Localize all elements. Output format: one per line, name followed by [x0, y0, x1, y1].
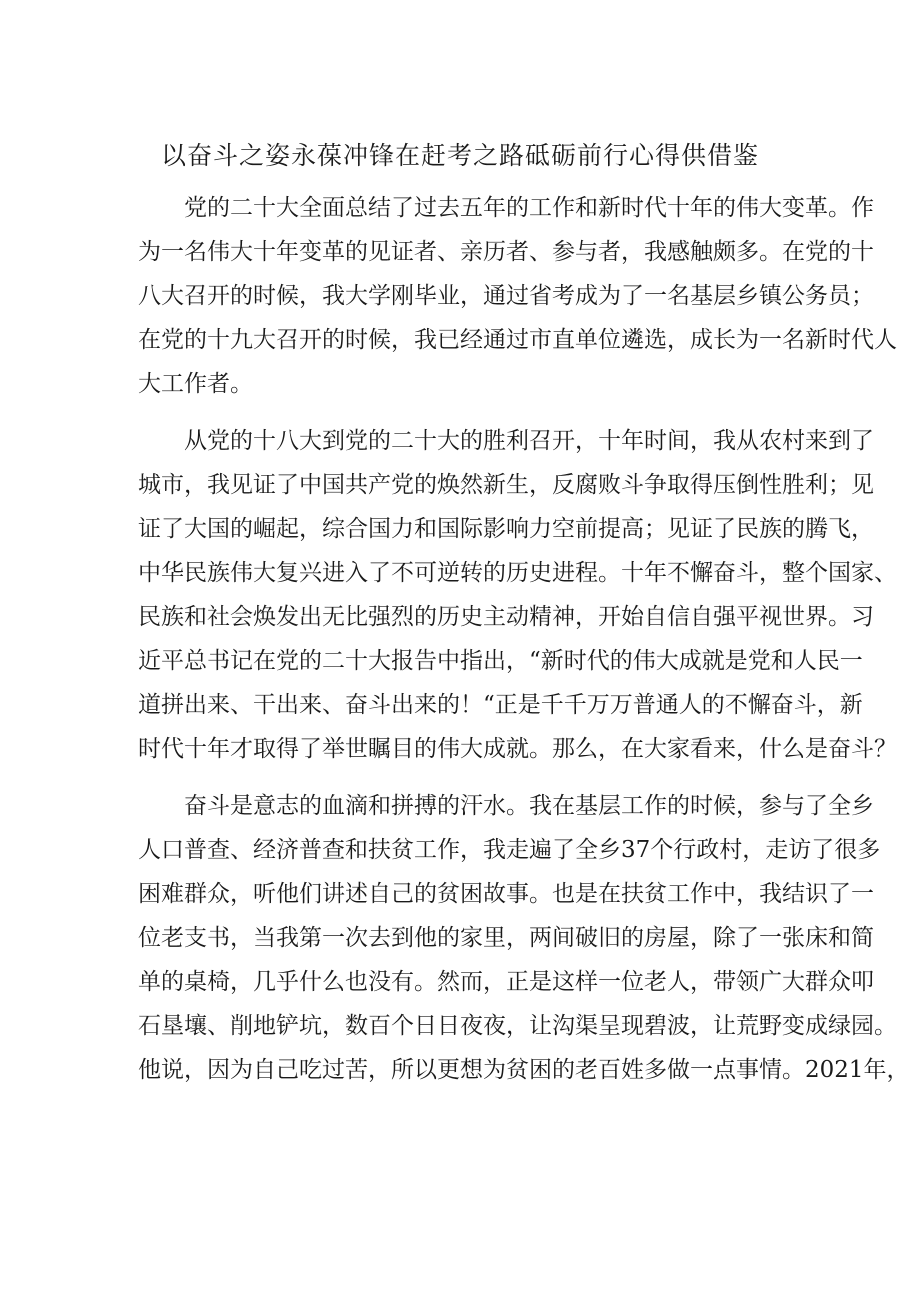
paragraph-line: 城市，我见证了中国共产党的焕然新生，反腐败斗争取得压倒性胜利；见 [138, 472, 874, 498]
paragraph-line: 证了大国的崛起，综合国力和国际影响力空前提高；见证了民族的腾飞， [138, 516, 874, 542]
paragraph-line: 位老支书，当我第一次去到他的家里，两间破旧的房屋，除了一张床和简 [138, 925, 874, 951]
paragraph-line: 奋斗是意志的血滴和拼搏的汗水。我在基层工作的时候，参与了全乡 [184, 793, 874, 819]
paragraph-line: 石垦壤、削地铲坑，数百个日日夜夜，让沟渠呈现碧波，让荒野变成绿园。 [138, 1013, 897, 1039]
paragraph-line: 道拼出来、干出来、奋斗出来的！“正是千千万万普通人的不懈奋斗，新 [138, 692, 863, 718]
paragraph-line: 民族和社会焕发出无比强烈的历史主动精神，开始自信自强平视世界。习 [138, 604, 874, 630]
paragraph-line: 时代十年才取得了举世瞩目的伟大成就。那么，在大家看来，什么是奋斗？ [138, 736, 897, 762]
paragraph-line: 在党的十九大召开的时候，我已经通过市直单位遴选，成长为一名新时代人 [138, 327, 897, 353]
paragraph-line: 党的二十大全面总结了过去五年的工作和新时代十年的伟大变革。作 [184, 195, 874, 221]
paragraph-line: 从党的十八大到党的二十大的胜利召开，十年时间，我从农村来到了 [184, 428, 874, 454]
paragraph-line: 他说，因为自己吃过苦，所以更想为贫困的老百姓多做一点事情。2021年， [138, 1057, 910, 1083]
paragraph-line: 八大召开的时候，我大学刚毕业，通过省考成为了一名基层乡镇公务员； [138, 283, 874, 309]
document-body [138, 186, 910, 1105]
paragraph-line: 单的桌椅，几乎什么也没有。然而，正是这样一位老人，带领广大群众叩 [138, 969, 874, 995]
paragraph-2 [138, 419, 897, 771]
paragraph-line: 人口普查、经济普查和扶贫工作，我走遍了全乡37个行政村，走访了很多 [138, 837, 881, 863]
document-title: 以奋斗之姿永葆冲锋在赶考之路砥砺前行心得供借鉴 [160, 141, 759, 170]
paragraph-line: 中华民族伟大复兴进入了不可逆转的历史进程。十年不懈奋斗，整个国家、 [138, 560, 897, 586]
paragraph-line: 为一名伟大十年变革的见证者、亲历者、参与者，我感触颇多。在党的十 [138, 239, 874, 265]
paragraph-line: 大工作者。 [138, 371, 253, 397]
paragraph-1 [138, 186, 897, 406]
paragraph-3 [138, 784, 910, 1092]
paragraph-line: 困难群众，听他们讲述自己的贫困故事。也是在扶贫工作中，我结识了一 [138, 881, 874, 907]
paragraph-line: 近平总书记在党的二十大报告中指出，“新时代的伟大成就是党和人民一 [138, 648, 863, 674]
